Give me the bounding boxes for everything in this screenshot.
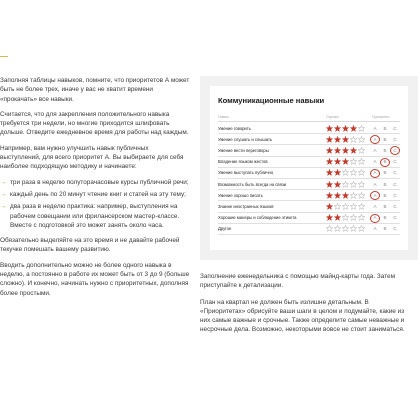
skills-rows	[218, 123, 400, 235]
priority-letter: С	[393, 170, 397, 176]
list-item: → три раза в неделю полуторачасовые курсы публичной речи;	[0, 178, 189, 186]
star-filled-icon	[350, 125, 357, 132]
figure-card	[200, 76, 418, 260]
priority-letter: С	[393, 192, 397, 198]
priority-letter: В	[383, 125, 387, 131]
star-rating	[326, 181, 372, 188]
priority-letter: В	[383, 226, 387, 232]
star-empty-icon	[350, 136, 357, 143]
priority-options	[372, 137, 400, 142]
star-filled-icon	[326, 181, 333, 188]
star-rating	[326, 214, 372, 221]
priority-letter: А	[373, 181, 377, 187]
star-filled-icon	[326, 214, 333, 221]
priority-options	[372, 126, 400, 131]
table-header	[218, 115, 400, 122]
paragraph-time: Обязательно выделяйте на это время и не давайте рабочей текучке помешать вашему развитию.	[0, 237, 180, 254]
priority-letter: С	[393, 226, 397, 232]
priority-letter: С	[393, 215, 397, 221]
skill-name: Умение говорить	[218, 125, 251, 131]
table-row	[218, 123, 400, 134]
skill-name: Умение хорошо писать	[218, 192, 263, 198]
table-title: Коммуникационные навыки	[218, 96, 325, 105]
priority-letter: В	[383, 170, 387, 176]
star-filled-icon	[342, 158, 349, 165]
priority-letter: В	[383, 192, 387, 198]
arrow-icon: →	[0, 178, 7, 186]
priority-letter: В	[383, 147, 387, 153]
paragraph-example: Например, вам нужно улучшить навык публичных выступлений, для всего приоритет А. Вы выбираете для себя наиболее подходящую методику и начинаете:	[0, 144, 184, 171]
star-empty-icon	[342, 214, 349, 221]
method-list	[0, 178, 190, 230]
star-empty-icon	[350, 158, 357, 165]
priority-letter: А	[373, 192, 377, 198]
priority-letter: В	[383, 159, 387, 165]
star-filled-icon	[326, 203, 333, 210]
skill-name: Хорошие манеры и соблюдение этикета	[218, 215, 297, 221]
star-filled-icon	[334, 192, 341, 199]
priority-letter: С	[393, 136, 397, 142]
arrow-icon: →	[0, 190, 7, 198]
star-empty-icon	[350, 181, 357, 188]
priority-letter: С	[393, 181, 397, 187]
priority-letter: В	[383, 203, 387, 209]
priority-options	[372, 170, 400, 175]
decorative-rule	[0, 56, 8, 57]
right-text-column	[200, 272, 414, 342]
paragraph-weekly-planner: Заполнение еженедельника с помощью майнд-карты года. Затем приступайте к детализации.	[200, 273, 395, 290]
paragraph-frequency: Вводить дополнительно можно не более одного навыка в неделю, а постоянно в работе их может быть от 3 до 9 (больше сложно). И конечно, начинать нужно с приоритетных, дополняя более простыми.	[0, 261, 190, 297]
star-empty-icon	[358, 181, 365, 188]
star-filled-icon	[334, 125, 341, 132]
star-filled-icon	[326, 125, 333, 132]
star-empty-icon	[342, 203, 349, 210]
skill-name: Умение слушать и слышать	[218, 136, 273, 142]
skill-name: Другое	[218, 226, 232, 232]
left-text-column	[0, 76, 190, 304]
star-filled-icon	[326, 158, 333, 165]
star-empty-icon	[358, 136, 365, 143]
priority-options	[372, 193, 400, 198]
paragraph-priorities: Заполняя таблицы навыков, помните, что приоритетов А может быть не более трех, иначе у вас не хватит времени «прокачать» все навыки.	[0, 77, 190, 103]
priority-options	[372, 182, 400, 187]
priority-options	[372, 226, 400, 231]
star-empty-icon	[358, 214, 365, 221]
star-empty-icon	[326, 225, 333, 232]
star-empty-icon	[350, 169, 357, 176]
skill-name: Умение выступать публично	[218, 170, 274, 176]
star-empty-icon	[358, 169, 365, 176]
table-row	[218, 134, 400, 145]
star-empty-icon	[358, 192, 365, 199]
priority-letter: А	[373, 203, 377, 209]
star-empty-icon	[342, 225, 349, 232]
table-row	[218, 224, 400, 235]
priority-options	[372, 215, 400, 220]
arrow-icon: →	[0, 203, 7, 211]
header-skill: Навык	[218, 115, 229, 119]
star-empty-icon	[358, 158, 365, 165]
star-empty-icon	[358, 203, 365, 210]
skill-name: Возможность быть всегда на связи	[218, 181, 287, 187]
star-empty-icon	[350, 203, 357, 210]
star-empty-icon	[334, 225, 341, 232]
star-filled-icon	[326, 147, 333, 154]
star-filled-icon	[326, 192, 333, 199]
star-rating	[326, 136, 372, 143]
header-priority: Приоритет	[372, 115, 390, 119]
table-row	[218, 145, 400, 156]
paragraph-quarter-plan: План на квартал не должен быть излишне детальным. В «Приоритетах» обрисуйте ваши шаги в целом и подумайте, какие из них самые важные и срочные. Также определите самые неважные и несрочные дела. Возможно, некоторыми вовсе не стоит заниматься.	[200, 298, 405, 334]
star-empty-icon	[350, 214, 357, 221]
priority-options	[372, 159, 400, 164]
star-rating	[326, 203, 372, 210]
priority-letter: В	[383, 181, 387, 187]
table-row	[218, 179, 400, 190]
star-rating	[326, 225, 372, 232]
star-filled-icon	[342, 125, 349, 132]
priority-letter: А	[373, 215, 377, 221]
priority-letter: В	[383, 136, 387, 142]
star-filled-icon	[350, 147, 357, 154]
table-row	[218, 213, 400, 224]
star-rating	[326, 125, 372, 132]
star-filled-icon	[342, 192, 349, 199]
star-empty-icon	[342, 181, 349, 188]
priority-letter: С	[393, 159, 397, 165]
priority-letter: А	[373, 147, 377, 153]
priority-letter: А	[373, 159, 377, 165]
priority-letter: А	[373, 125, 377, 131]
skill-name: Владение языком жестов	[218, 159, 268, 165]
star-filled-icon	[334, 181, 341, 188]
priority-options	[372, 148, 400, 153]
skills-table-sheet	[210, 86, 408, 250]
table-row	[218, 201, 400, 212]
priority-letter: А	[373, 226, 377, 232]
star-filled-icon	[334, 158, 341, 165]
skill-name: Умение вести переговоры	[218, 147, 269, 153]
priority-letter: А	[373, 170, 377, 176]
star-empty-icon	[342, 169, 349, 176]
star-filled-icon	[334, 214, 341, 221]
star-rating	[326, 169, 372, 176]
star-rating	[326, 192, 372, 199]
star-empty-icon	[334, 203, 341, 210]
star-empty-icon	[358, 147, 365, 154]
skill-name: Знание иностранных языков	[218, 203, 274, 209]
star-rating	[326, 147, 372, 154]
priority-options	[372, 204, 400, 209]
star-filled-icon	[342, 136, 349, 143]
list-item: → каждый день по 20 минут чтение книг и статей на эту тему;	[0, 190, 186, 198]
table-row	[218, 168, 400, 179]
priority-letter: С	[393, 203, 397, 209]
priority-letter: В	[383, 215, 387, 221]
star-empty-icon	[358, 225, 365, 232]
priority-letter: С	[393, 147, 397, 153]
priority-letter: А	[373, 136, 377, 142]
star-filled-icon	[326, 169, 333, 176]
table-row	[218, 157, 400, 168]
table-row	[218, 190, 400, 201]
list-item: → два раза в неделю практика: например, выступления на рабочем совещании или фрилансерском мастер-классе. Вместе с подготовкой это может занять около часа.	[0, 203, 180, 229]
priority-letter: С	[393, 125, 397, 131]
star-filled-icon	[326, 136, 333, 143]
header-rating: Оценка	[326, 115, 339, 119]
star-filled-icon	[334, 147, 341, 154]
star-empty-icon	[350, 225, 357, 232]
star-empty-icon	[358, 125, 365, 132]
star-filled-icon	[334, 169, 341, 176]
star-filled-icon	[342, 147, 349, 154]
star-rating	[326, 158, 372, 165]
paragraph-three-weeks: Считается, что для закрепления положительного навыка требуется три недели, но многие приходится шлифовать дольше. Отведите ежедневное время для работы над каждым.	[0, 110, 189, 137]
star-filled-icon	[334, 136, 341, 143]
star-empty-icon	[350, 192, 357, 199]
